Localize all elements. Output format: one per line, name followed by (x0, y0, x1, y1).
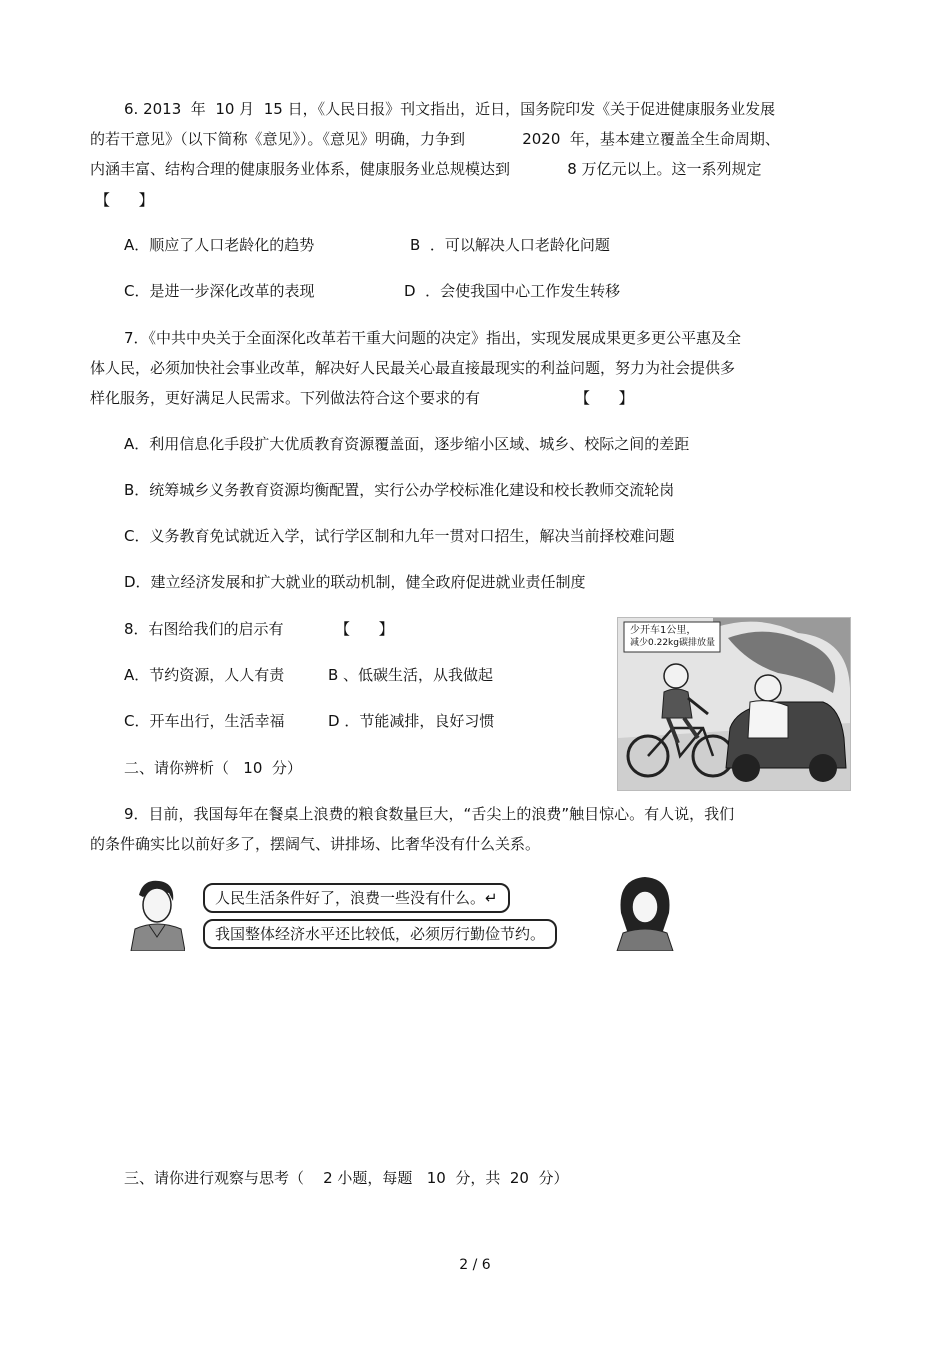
q8-option-a: A．节约资源，人人有责 (124, 666, 285, 684)
page-number: 2 / 6 (459, 1257, 491, 1273)
q7-answer-bracket: 【 】 (575, 389, 634, 407)
q7-stem-line3: 样化服务，更好满足人民需求。下列做法符合这个要求的有 (90, 389, 481, 407)
boy-illustration (125, 873, 185, 951)
q8-option-d: D ．节能减排，良好习惯 (328, 712, 495, 730)
q6-option-c: C．是进一步深化改革的表现 (124, 282, 315, 300)
section2-heading: 二、请你辨析（ 10 分） (124, 759, 302, 777)
q7-option-a: A．利用信息化手段扩大优质教育资源覆盖面，逐步缩小区域、城乡、校际之间的差距 (124, 435, 690, 453)
q8-option-b: B 、低碳生活，从我做起 (328, 666, 494, 684)
q7-option-b: B．统筹城乡义务教育资源均衡配置，实行公办学校标准化建设和校长教师交流轮岗 (124, 481, 675, 499)
q6-stem-line1: 6. 2013 年 10 月 15 日，《人民日报》刊文指出，近日，国务院印发《关于促进健康服务业发展 (124, 100, 776, 118)
section3-heading: 三、请你进行观察与思考（ 2 小题，每题 10 分，共 20 分） (124, 1169, 569, 1187)
q8-option-c: C．开车出行，生活幸福 (124, 712, 285, 730)
q6-stem-line2: 的若干意见》（以下简称《意见》）。《意见》明确，力争到 2020 年，基本建立覆盖全生命周期、 (90, 130, 780, 148)
q9-dialogue-figure (125, 873, 675, 951)
q7-option-c: C．义务教育免试就近入学，试行学区制和九年一贯对口招生，解决当前择校难问题 (124, 527, 675, 545)
q9-stem-line2: 的条件确实比以前好多了，摆阔气、讲排场、比奢华没有什么关系。 (90, 835, 541, 853)
q6-option-d: D ．会使我国中心工作发生转移 (404, 282, 621, 300)
figure-caption-line1: 少开车1公里， (630, 625, 697, 636)
q6-option-b: B ．可以解决人口老龄化问题 (410, 236, 610, 254)
speech-bubble-boy: 人民生活条件好了，浪费一些没有什么。↵ (203, 883, 510, 913)
q6-answer-bracket: 【 】 (95, 191, 154, 209)
q6-stem-line3: 内涵丰富、结构合理的健康服务业体系，健康服务业总规模达到 8 万亿元以上。这一系列规定 (90, 160, 762, 178)
girl-illustration (613, 873, 675, 951)
q8-stem: 8．右图给我们的启示有 (124, 620, 284, 638)
q9-stem-line1: 9．目前，我国每年在餐桌上浪费的粮食数量巨大，“舌尖上的浪费”触目惊心。有人说，我们 (124, 805, 735, 823)
q8-cartoon-figure (617, 617, 851, 791)
q7-option-d: D．建立经济发展和扩大就业的联动机制，健全政府促进就业责任制度 (124, 573, 586, 591)
q7-stem-line2: 体人民，必须加快社会事业改革，解决好人民最关心最直接最现实的利益问题，努力为社会提供多 (90, 359, 736, 377)
q6-option-a: A．顺应了人口老龄化的趋势 (124, 236, 315, 254)
figure-caption-line2: 减少0.22kg碳排放量 (630, 638, 715, 648)
q8-answer-bracket: 【 】 (335, 620, 394, 638)
q7-stem-line1: 7．《中共中央关于全面深化改革若干重大问题的决定》指出，实现发展成果更多更公平惠及全 (124, 329, 742, 347)
speech-bubble-girl: 我国整体经济水平还比较低，必须厉行勤俭节约。 (203, 919, 557, 949)
